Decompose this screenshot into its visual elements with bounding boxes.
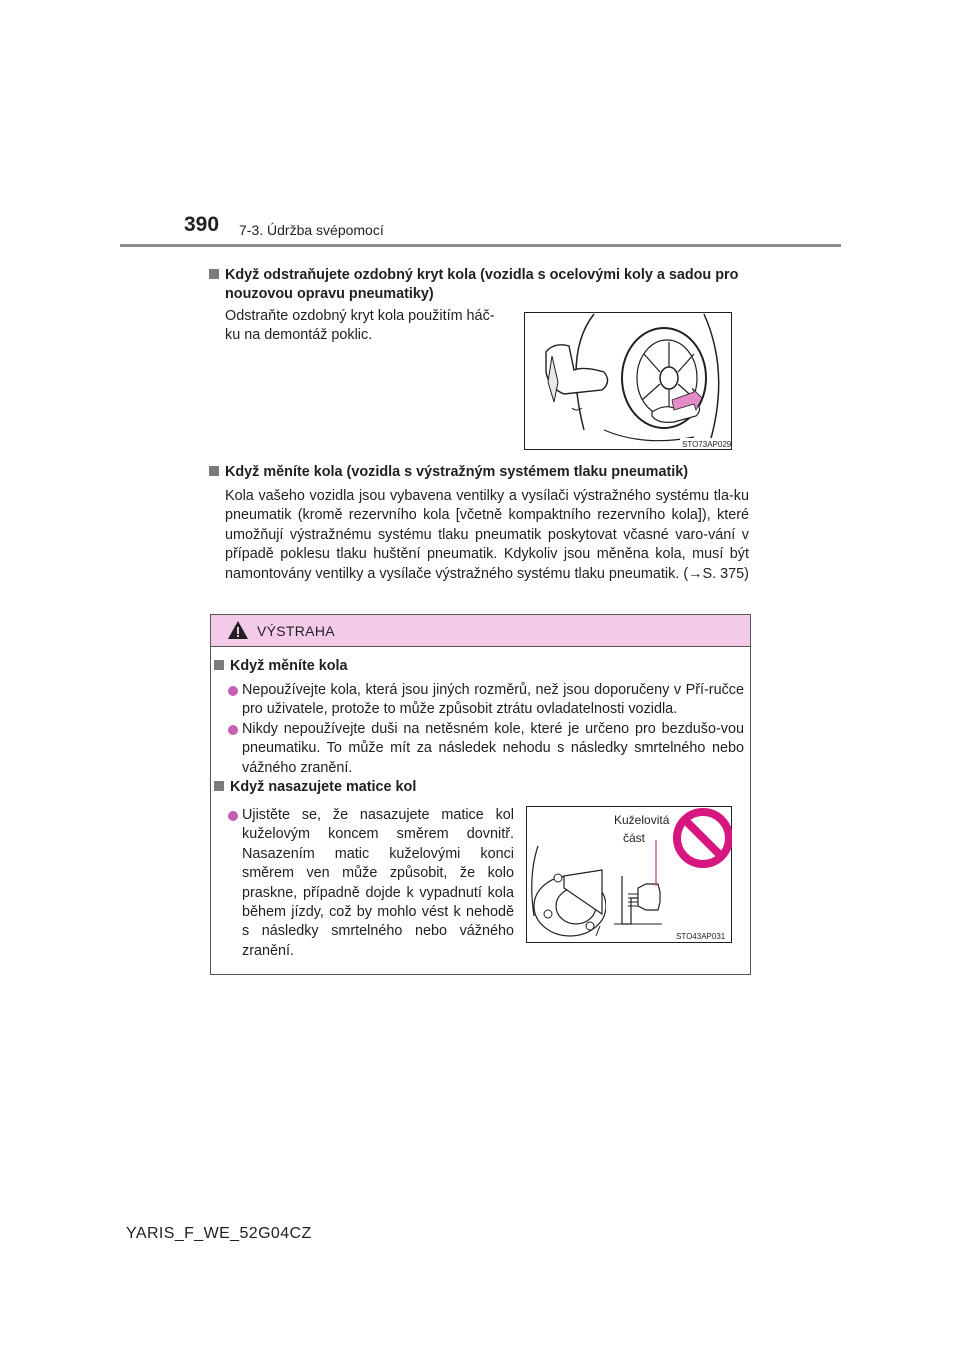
hubcap-removal-illustration — [524, 312, 732, 450]
conical-part-label-line2: část — [623, 831, 646, 845]
document-code: YARIS_F_WE_52G04CZ — [126, 1225, 312, 1242]
warning-box — [210, 614, 751, 975]
square-bullet-icon — [209, 466, 219, 476]
heading-text: Když nasazujete matice kol — [230, 779, 417, 795]
warning-heading-changing-wheels — [214, 658, 348, 674]
warning-triangle-icon — [227, 620, 249, 640]
conical-part-label-line1: Kuželovitá — [614, 813, 670, 827]
header-rule — [120, 244, 841, 247]
square-bullet-icon — [214, 781, 224, 791]
hubcap-instruction: Odstraňte ozdobný kryt kola použitím háč-ku na demontáž poklic. — [225, 308, 495, 344]
lug-nut-illustration — [526, 806, 732, 943]
warning-item: Nepoužívejte kola, která jsou jiných rozměrů, než jsou doporučeny v Pří-ručce pro uživatele, protože to může způsobit ztrátu ovladatelnosti vozidla. — [242, 682, 744, 718]
bullet-dot-icon — [228, 686, 238, 696]
bullet-dot-icon — [228, 725, 238, 735]
page-number: 390 — [184, 213, 220, 236]
square-bullet-icon — [214, 660, 224, 670]
heading-tpms-wheels — [209, 463, 749, 482]
square-bullet-icon — [209, 269, 219, 279]
section-title: 7-3. Údržba svépomocí — [239, 222, 384, 238]
warning-item: Nikdy nepoužívejte duši na netěsném kole, které je určeno pro bezdušo-vou pneumatiku. To může mít za následek nehodu s následky smrtelného nebo vážného zranění. — [242, 721, 744, 776]
warning-item: Ujistěte se, že nasazujete matice kol kuželovým koncem směrem dovnitř. Nasazením matic kuželovými konci směrem ven může způsobit, že kolo praskne, případně dojde k vypadnutí kola během jízdy, což by mohlo vést k nehodě s následky smrtelného nebo vážného zranění. — [242, 807, 514, 959]
heading-text: Když měníte kola — [230, 658, 348, 674]
heading-hubcap-removal — [209, 266, 765, 304]
warning-heading-lug-nuts — [214, 779, 416, 795]
heading-text: Když měníte kola (vozidla s výstražným systémem tlaku pneumatik) — [225, 464, 689, 480]
illustration-code-2: STO43AP031 — [676, 932, 726, 941]
prohibition-icon — [677, 812, 729, 864]
warning-title: VÝSTRAHA — [257, 623, 335, 639]
tpms-paragraph: Kola vašeho vozidla jsou vybavena ventilky a vysílači výstražného systému tla-ku pneumatik (kromě rezervního kola [včetně kompaktního rezervního kola]), které umožňují výstražnému systému tlaku pneumatik poskytovat včasné varo-vání v případě poklesu tlaku huštění pneumatik. Kdykoliv jsou měněna kola, musí být namontovány ventilky a vysílače výstražného systému tlaku pneumatik. (→S. 375) — [225, 488, 749, 582]
bullet-dot-icon — [228, 811, 238, 821]
illustration-code-1: STO73AP029 — [682, 440, 732, 449]
warning-header — [211, 615, 750, 647]
heading-text: Když odstraňujete ozdobný kryt kola (vozidla s ocelovými koly a sadou pro nouzovou opravu pneumatiky) — [225, 267, 739, 302]
